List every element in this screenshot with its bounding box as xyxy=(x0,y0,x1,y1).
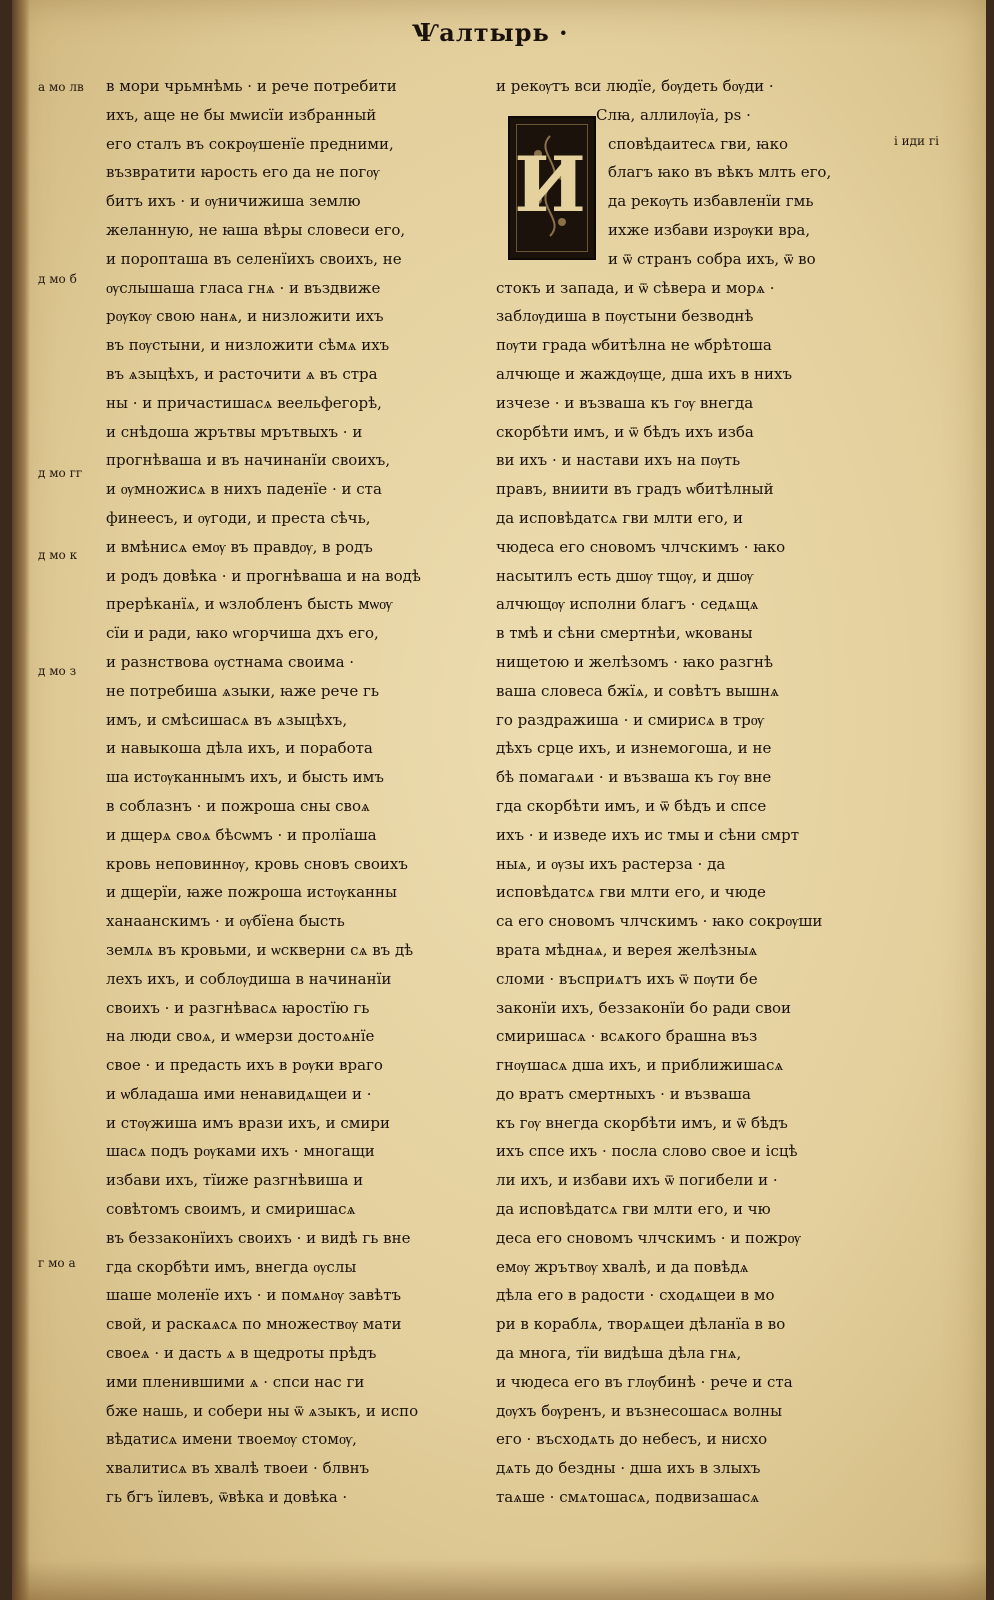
text-line: до вратъ смертныхъ · и възваша xyxy=(496,1084,751,1103)
text-line: емѹ жрътвѹ хвалѣ, и да повѣдѧ xyxy=(496,1257,749,1276)
text-line: да многа, тїи видѣша дѣла гнѧ, xyxy=(496,1344,742,1363)
margin-note-left-6: г мо а xyxy=(38,1256,76,1270)
text-line: ви ихъ · и настави ихъ на пѹть xyxy=(496,451,741,470)
text-line: бже нашь, и собери ны ѿ ѧзыкъ, и испо xyxy=(106,1401,419,1420)
text-line: ны · и причастишасѧ веельфегорѣ, xyxy=(106,393,382,412)
text-line: деса его сновомъ члчскимъ · и пожрѹ xyxy=(496,1228,801,1247)
text-line: и снѣдоша жрътвы мрътвыхъ · и xyxy=(106,422,363,441)
text-line: хвалитисѧ въ хвалѣ твоеи · блвнъ xyxy=(106,1459,370,1478)
text-line: дѧть до бездны · дша ихъ в злыхъ xyxy=(496,1459,761,1478)
text-line: ша истѹканнымъ ихъ, и бысть имъ xyxy=(106,768,384,787)
text-line: са его сновомъ члчскимъ · ꙗко сокрѹши xyxy=(496,912,823,931)
text-line: желанную, не ꙗша вѣры словеси его, xyxy=(106,220,406,239)
text-line: прогнѣваша и въ начинанїи своихъ, xyxy=(106,451,391,470)
text-line: битъ ихъ · и ѹничижиша землю xyxy=(106,192,361,211)
text-line: гда скорбѣти имъ, и ѿ бѣдъ и спсе xyxy=(496,796,767,815)
left-column xyxy=(106,72,484,1512)
text-line: бѣ помагаѧи · и възваша къ гѹ вне xyxy=(496,768,772,787)
text-line: совѣтомъ своимъ, и смиришасѧ xyxy=(106,1200,356,1219)
text-line: алчющѹ исполни благъ · седѧщѧ xyxy=(496,595,759,614)
text-line: нищетою и желѣзомъ · ꙗко разгнѣ xyxy=(496,652,774,671)
text-line: своихъ · и разгнѣвасѧ ꙗростїю гь xyxy=(106,998,370,1017)
psalter-page xyxy=(12,0,986,1600)
text-line: ри в кораблѧ, творѧщеи дѣланїа в во xyxy=(496,1315,786,1334)
text-line: ѹслышаша гласа гнѧ · и въздвиже xyxy=(106,278,381,297)
text-line: таѧше · смѧтошасѧ, подвизашасѧ xyxy=(496,1488,760,1507)
text-line: го раздражиша · и смирисѧ в трѹ xyxy=(496,710,764,729)
text-line: его сталъ въ сокрѹшенїе предними, xyxy=(106,134,394,153)
text-line: землѧ въ кровьми, и ѡскверни сѧ въ дѣ xyxy=(106,940,414,959)
text-line: ныѧ, и ѹзы ихъ растерза · да xyxy=(496,854,726,873)
margin-note-left-3: д мо гг xyxy=(38,466,83,480)
text-line: свое · и предасть ихъ в рѹки враго xyxy=(106,1056,383,1075)
text-line: рѹкѹ свою нанѧ, и низложити ихъ xyxy=(106,307,384,326)
text-line: чюдеса его сновомъ члчскимъ · ꙗко xyxy=(496,537,786,556)
text-line: вѣдатисѧ имени твоемѹ стомѹ, xyxy=(106,1430,357,1449)
running-head: Ѱалтырь · xyxy=(412,18,569,47)
text-line: свой, и раскаѧсѧ по множествѹ мати xyxy=(106,1315,402,1334)
text-line: финеесъ, и ѹгоди, и преста сѣчь, xyxy=(106,508,371,527)
text-line: дѹхъ бѹренъ, и възнесошасѧ волны xyxy=(496,1401,783,1420)
text-line: его · въсходѧть до небесъ, и нисхо xyxy=(496,1430,768,1449)
text-line: ли ихъ, и избави ихъ ѿ погибели и · xyxy=(496,1171,778,1190)
psalm-heading: Слꙗ, аллилѹїа, рѕ · xyxy=(596,105,751,124)
text-line: и ѡбладаша ими ненавидѧщеи и · xyxy=(106,1084,372,1103)
text-line: ихъ · и изведе ихъ ис тмы и сѣни смрт xyxy=(496,825,800,844)
text-line: законїи ихъ, беззаконїи бо ради свои xyxy=(496,998,792,1017)
text-line: ими пленившими ѧ · спси нас ги xyxy=(106,1372,365,1391)
text-line: ихъ, аще не бы мѡисїи избранный xyxy=(106,105,377,124)
page-bottom-shade xyxy=(12,1560,986,1600)
text-line: и дщерїи, ꙗже пожроша истѹканны xyxy=(106,883,397,902)
text-line: заблѹдиша в пѹстыни безводнѣ xyxy=(496,307,754,326)
margin-note-left-2: д мо б xyxy=(38,272,77,286)
text-line: врата мѣднаѧ, и верея желѣзныѧ xyxy=(496,940,758,959)
text-line: и родъ довѣка · и прогнѣваша и на водѣ xyxy=(106,566,421,585)
page-binding-edge xyxy=(12,0,30,1600)
text-line: въ беззаконїихъ своихъ · и видѣ гь вне xyxy=(106,1228,411,1247)
text-line: исповѣдатсѧ гви млти его, и чюде xyxy=(496,883,766,902)
text-line: в соблазнъ · и пожроша сны своѧ xyxy=(106,796,370,815)
text-line: пѹти града ѡбитѣлна не ѡбрѣтоша xyxy=(496,336,772,355)
text-line: и навыкоша дѣла ихъ, и поработа xyxy=(106,739,373,758)
text-line: изчезе · и възваша къ гѹ внегда xyxy=(496,393,754,412)
text-line: в мори чрьмнѣмь · и рече потребити xyxy=(106,77,397,95)
text-line: въ ѧзыцѣхъ, и расточити ѧ въ стра xyxy=(106,364,378,383)
text-line: гнѹшасѧ дша ихъ, и приближишасѧ xyxy=(496,1056,784,1075)
text-line: и вмѣнисѧ емѹ въ правдѹ, в родъ xyxy=(106,537,373,556)
text-line: на люди своѧ, и ѡмерзи достоѧнїе xyxy=(106,1027,375,1046)
margin-note-right: i иди гі xyxy=(894,134,939,148)
text-line: и ѹмножисѧ в нихъ паденїе · и ста xyxy=(106,480,382,499)
text-line: да исповѣдатсѧ гви млти его, и чю xyxy=(496,1200,771,1219)
text-line: скорбѣти имъ, и ѿ бѣдъ ихъ изба xyxy=(496,422,754,441)
text-line: ихъ спсе ихъ · посла слово свое и ісцѣ xyxy=(496,1142,798,1161)
text-line: и дщерѧ своѧ бѣсѡмъ · и пролїаша xyxy=(106,825,377,844)
text-line: стокъ и запада, и ѿ сѣвера и морѧ · xyxy=(496,278,775,297)
margin-note-left-1: а мо лв xyxy=(38,80,84,94)
text-line: гда скорбѣти имъ, внегда ѹслы xyxy=(106,1257,357,1276)
text-line: кровь неповиннѹ, кровь сновъ своихъ xyxy=(106,854,408,873)
margin-note-left-4: д мо к xyxy=(38,548,78,562)
text-line: ханаанскимъ · и ѹбїена бысть xyxy=(106,912,345,931)
drop-initial-letter: И xyxy=(514,140,586,229)
text-line: шасѧ подъ рѹками ихъ · многащи xyxy=(106,1142,375,1161)
text-line: сїи и ради, ꙗко ѡгорчиша дхъ его, xyxy=(106,624,379,643)
text-line: ваша словеса бжїѧ, и совѣтъ вышнѧ xyxy=(496,681,779,700)
text-line: в тмѣ и сѣни смертнѣи, ѡкованы xyxy=(496,624,753,643)
text-line: гь бгъ їилевъ, ѿвѣка и довѣка · xyxy=(106,1488,348,1507)
margin-note-left-5: д мо з xyxy=(38,664,77,678)
text-line: шаше моленїе ихъ · и помѧнѹ завѣтъ xyxy=(106,1286,402,1305)
text-line: лехъ ихъ, и соблѹдиша в начинанїи xyxy=(106,969,392,988)
text-line: смиришасѧ · всѧкого брашна въз xyxy=(496,1027,758,1046)
right-top-line: и рекѹтъ вси людїе, бѹдеть бѹди · xyxy=(496,77,774,95)
text-line: сломи · въсприѧтъ ихъ ѿ пѹти бе xyxy=(496,969,758,988)
text-line: своеѧ · и дасть ѧ в щедроты прѣдъ xyxy=(106,1344,377,1363)
text-line: да рекѹть избавленїи гмь xyxy=(608,192,814,211)
text-line: алчюще и жаждѹще, дша ихъ в нихъ xyxy=(496,364,793,383)
text-line: възвратити ꙗрость его да не погѹ xyxy=(106,163,380,182)
text-line: и чюдеса его въ глѹбинѣ · рече и ста xyxy=(496,1372,793,1391)
text-line: правъ, вниити въ градъ ѡбитѣлный xyxy=(496,480,774,499)
text-line: и ѿ странъ собра ихъ, ѿ во xyxy=(608,249,816,268)
text-line: благъ ꙗко въ вѣкъ млть его, xyxy=(608,163,832,182)
text-line: прерѣканїѧ, и ѡзлобленъ бысть мѡѹ xyxy=(106,595,393,614)
text-line: избави ихъ, тїиже разгнѣвиша и xyxy=(106,1171,364,1190)
text-line: ихже избави изрѹки вра, xyxy=(608,220,811,239)
text-line: къ гѹ внегда скорбѣти имъ, и ѿ бѣдъ xyxy=(496,1113,788,1132)
text-line: не потребиша ѧзыки, ꙗже рече гь xyxy=(106,681,380,700)
right-column xyxy=(496,72,868,1512)
text-line: и разнствова ѹстнама своима · xyxy=(106,652,355,671)
text-line: дѣхъ срце ихъ, и изнемогоша, и не xyxy=(496,739,772,758)
text-line: въ пѹстыни, и низложити сѣмѧ ихъ xyxy=(106,336,390,355)
text-line: да исповѣдатсѧ гви млти его, и xyxy=(496,508,743,527)
text-line: имъ, и смѣсишасѧ въ ѧзыцѣхъ, xyxy=(106,710,348,729)
text-line: дѣла его в радости · сходѧщеи в мо xyxy=(496,1286,775,1305)
text-line: сповѣдаитесѧ гви, ꙗко xyxy=(608,134,789,153)
text-line: насытилъ есть дшѹ тщѹ, и дшѹ xyxy=(496,566,754,585)
text-line: и поропташа въ селенїихъ своихъ, не xyxy=(106,249,402,268)
text-line: и стѹжиша имъ врази ихъ, и смири xyxy=(106,1113,390,1132)
drop-initial xyxy=(508,116,596,260)
